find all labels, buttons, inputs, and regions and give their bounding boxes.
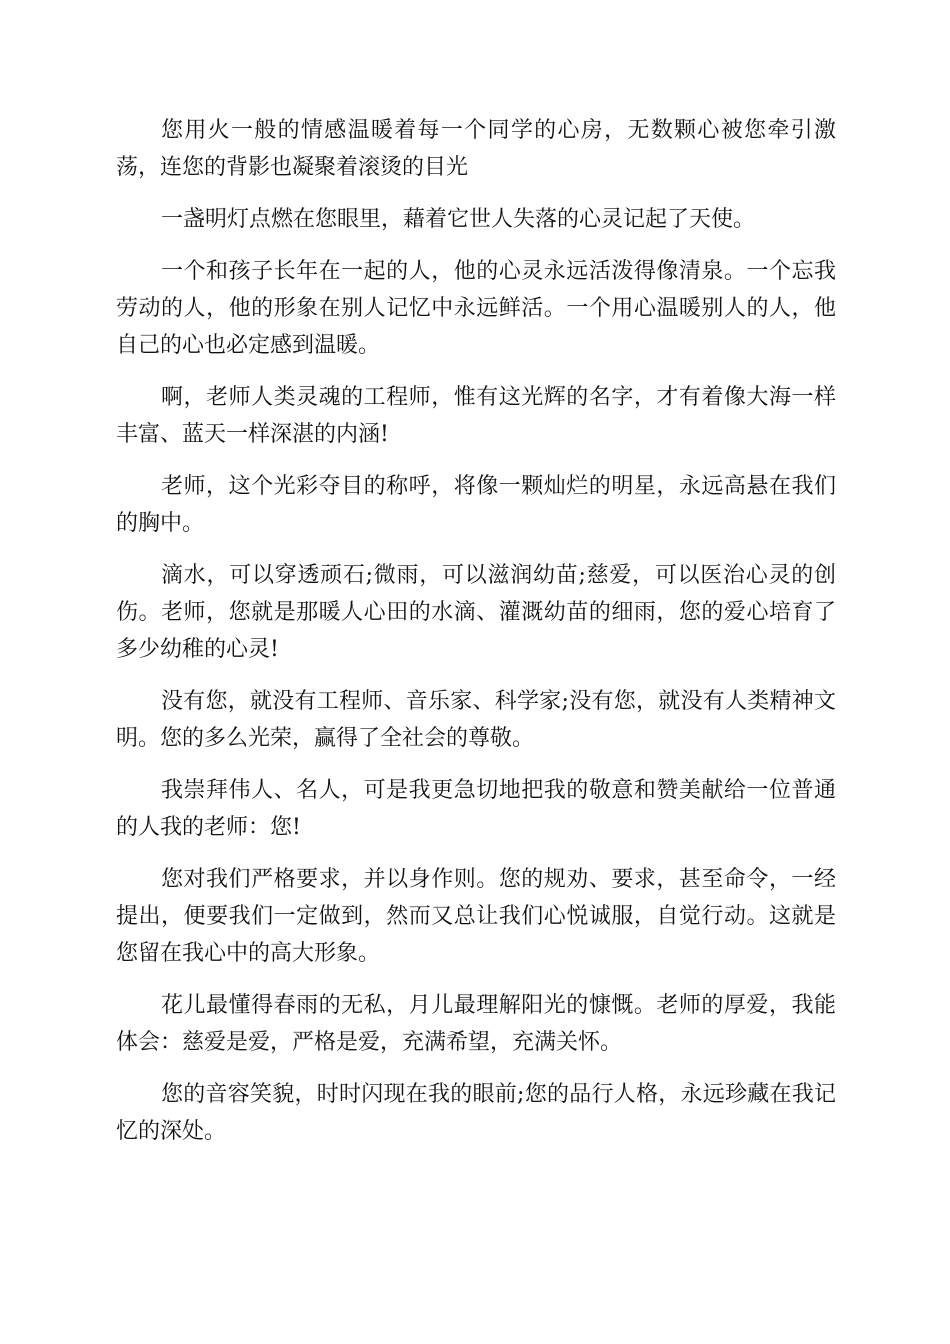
paragraph-2: 一盏明灯点燃在您眼里，藉着它世人失落的心灵记起了天使。 bbox=[161, 207, 756, 232]
paragraph-3: 一个和孩子长年在一起的人，他的心灵永远活泼得像清泉。一个忘我劳动的人，他的形象在别人记忆中永远鲜活。一个用心温暖别人的人，他自己的心也必定感到温暖。 bbox=[116, 259, 836, 358]
paragraph-4: 啊，老师人类灵魂的工程师，惟有这光辉的名字，才有着像大海一样丰富、蓝天一样深湛的内涵! bbox=[116, 385, 836, 447]
paragraph-11: 您的音容笑貌，时时闪现在我的眼前;您的品行人格，永远珍藏在我记忆的深处。 bbox=[116, 1082, 836, 1144]
paragraph-7: 没有您，就没有工程师、音乐家、科学家;没有您，就没有人类精神文明。您的多么光荣，赢得了全社会的尊敬。 bbox=[116, 689, 836, 751]
paragraph-8: 我崇拜伟人、名人，可是我更急切地把我的敬意和赞美献给一位普通的人我的老师：您! bbox=[116, 778, 836, 840]
document-body bbox=[116, 112, 836, 1165]
paragraph-1: 您用火一般的情感温暖着每一个同学的心房，无数颗心被您牵引激荡，连您的背影也凝聚着滚烫的目光 bbox=[116, 118, 836, 180]
paragraph-5: 老师，这个光彩夺目的称呼，将像一颗灿烂的明星，永远高悬在我们的胸中。 bbox=[116, 474, 836, 536]
paragraph-6: 滴水，可以穿透顽石;微雨，可以滋润幼苗;慈爱，可以医治心灵的创伤。老师，您就是那暖人心田的水滴、灌溉幼苗的细雨，您的爱心培育了多少幼稚的心灵! bbox=[116, 563, 836, 662]
paragraph-9: 您对我们严格要求，并以身作则。您的规劝、要求，甚至命令，一经提出，便要我们一定做到，然而又总让我们心悦诚服，自觉行动。这就是您留在我心中的高大形象。 bbox=[116, 867, 836, 966]
paragraph-10: 花儿最懂得春雨的无私，月儿最理解阳光的慷慨。老师的厚爱，我能体会：慈爱是爱，严格是爱，充满希望，充满关怀。 bbox=[116, 993, 836, 1055]
